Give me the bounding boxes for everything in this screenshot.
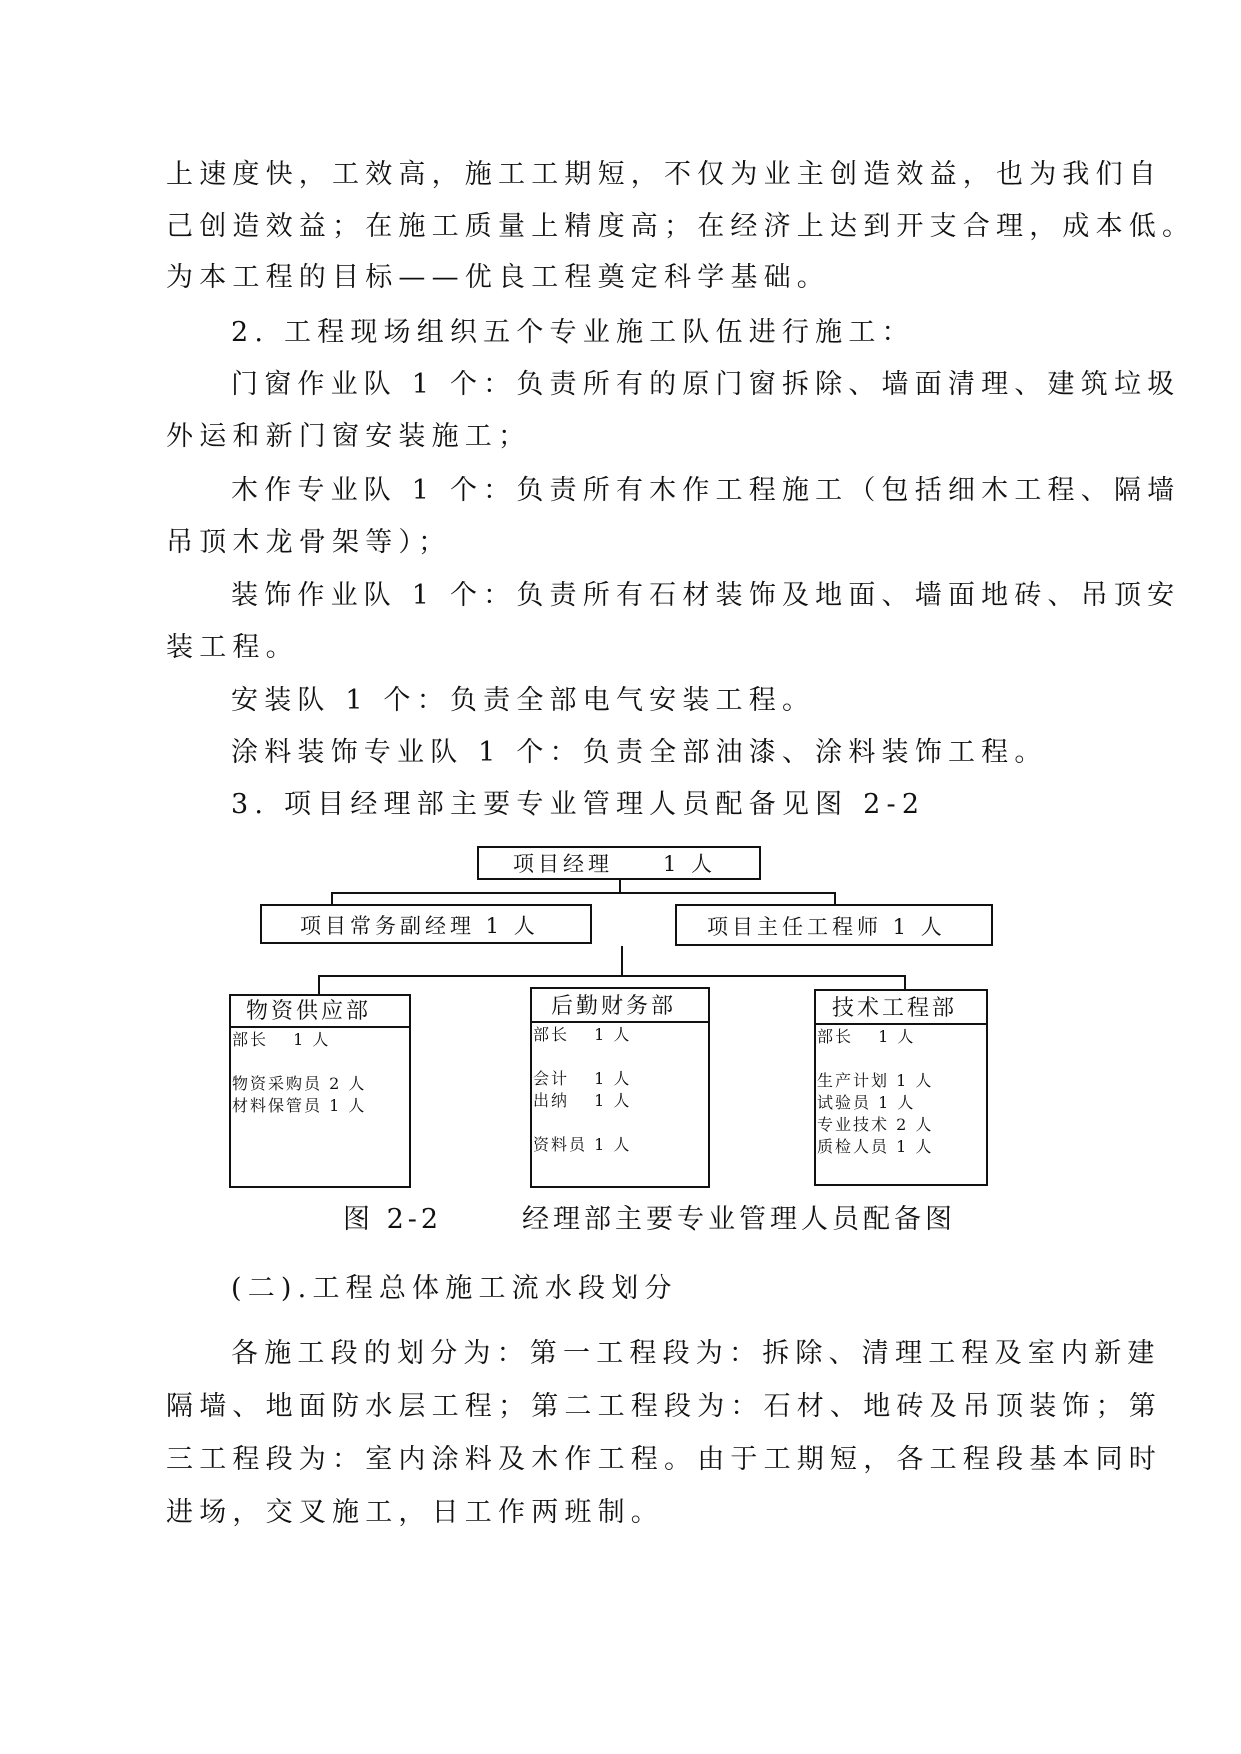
divider [816,1023,986,1025]
org-box-project-manager [477,846,761,880]
figure-caption: 经理部主要专业管理人员配备图 [522,1204,956,1235]
staff-line: 生产计划 1 人 [817,1071,934,1090]
staff-line [232,1051,366,1073]
connector-line [318,975,320,995]
org-dept-staff-list [533,1024,631,1156]
section-heading: (二).工程总体施工流水段划分 [231,1273,678,1304]
connector-line [318,975,904,977]
connector-line [331,892,835,894]
connector-line [621,946,623,976]
staff-line: 部长 1 人 [232,1030,331,1049]
text-line: 各施工段的划分为：第一工程段为：拆除、清理工程及室内新建 [231,1338,1161,1369]
org-box-label: 项目经理 1 人 [513,852,717,876]
figure-number: 图 2-2 [343,1204,443,1235]
staff-line: 专业技术 2 人 [817,1115,934,1134]
staff-line: 材料保管员 1 人 [232,1096,367,1115]
staff-line: 质检人员 1 人 [817,1137,934,1156]
text-line: 上速度快，工效高，施工工期短，不仅为业主创造效益，也为我们自 [166,159,1162,190]
staff-line [817,1048,933,1070]
staff-line: 资料员 1 人 [533,1135,632,1154]
org-dept-technical-engineering [814,989,988,1186]
text-line: 3. 项目经理部主要专业管理人员配备见图 2-2 [231,789,926,820]
org-dept-logistics-finance [530,987,710,1188]
text-line: 门窗作业队 1 个：负责所有的原门窗拆除、墙面清理、建筑垃圾 [231,369,1181,400]
text-line: 进场，交叉施工，日工作两班制。 [166,1497,664,1528]
staff-line: 部长 1 人 [533,1025,632,1044]
divider [532,1021,708,1023]
text-line: 为本工程的目标——优良工程奠定科学基础。 [166,262,830,293]
staff-line [533,1112,631,1134]
org-dept-materials [229,994,411,1188]
org-box-label: 项目常务副经理 1 人 [300,914,539,938]
org-box-label: 项目主任工程师 1 人 [707,915,946,939]
staff-line: 试验员 1 人 [817,1093,916,1112]
staff-line: 物资采购员 2 人 [232,1074,367,1093]
staff-line: 会计 1 人 [533,1069,632,1088]
text-line: 装饰作业队 1 个：负责所有石材装饰及地面、墙面地砖、吊顶安 [231,580,1181,611]
staff-line [533,1046,631,1068]
text-line: 己创造效益；在施工质量上精度高；在经济上达到开支合理，成本低。 [166,211,1196,242]
text-line: 三工程段为：室内涂料及木作工程。由于工期短，各工程段基本同时 [166,1444,1162,1475]
text-line: 隔墙、地面防水层工程；第二工程段为：石材、地砖及吊顶装饰；第 [166,1391,1162,1422]
text-line: 外运和新门窗安装施工； [166,421,532,452]
staff-line: 出纳 1 人 [533,1091,632,1110]
org-dept-title: 后勤财务部 [551,994,677,1019]
divider [231,1026,409,1028]
text-line: 2. 工程现场组织五个专业施工队伍进行施工： [231,317,915,348]
org-dept-staff-list [817,1026,933,1158]
text-line: 装工程。 [166,632,299,663]
staff-line: 部长 1 人 [817,1027,916,1046]
text-line: 安装队 1 个：负责全部电气安装工程。 [231,685,816,716]
text-line: 木作专业队 1 个：负责所有木作工程施工（包括细木工程、隔墙 [231,475,1181,506]
org-dept-staff-list [232,1029,366,1117]
org-dept-title: 技术工程部 [832,996,958,1021]
text-line: 吊顶木龙骨架等）； [166,527,452,558]
org-box-deputy-manager [260,904,592,944]
org-box-chief-engineer [675,904,993,946]
text-line: 涂料装饰专业队 1 个：负责全部油漆、涂料装饰工程。 [231,737,1048,768]
org-dept-title: 物资供应部 [246,999,372,1024]
